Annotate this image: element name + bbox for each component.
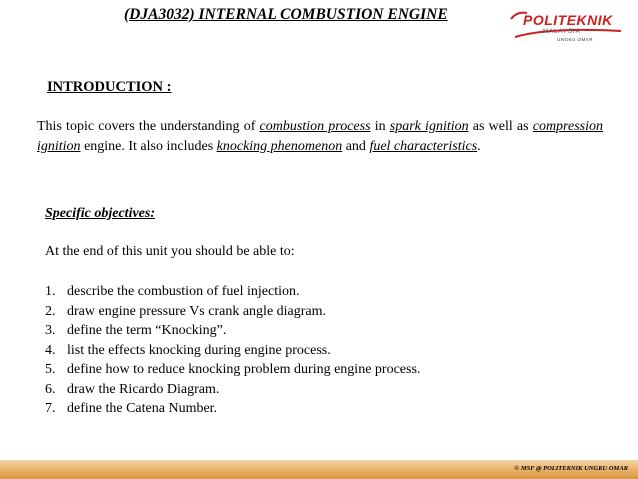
item-text: list the effects knocking during engine process. — [67, 342, 331, 358]
intro-text: in — [370, 119, 390, 134]
introduction-paragraph — [37, 117, 603, 157]
intro-text: . — [477, 139, 481, 154]
list-item — [45, 284, 420, 304]
logo-subtitle: MALAYSIA — [543, 29, 581, 35]
item-number: 5. — [45, 362, 56, 377]
item-text: draw engine pressure Vs crank angle diagram. — [67, 303, 327, 319]
term-combustion-process: combustion process — [259, 119, 371, 134]
term-knocking-phenomenon: knocking phenomenon — [216, 139, 343, 154]
item-text: define the term “Knocking”. — [67, 323, 227, 338]
logo-word: POLITEKNIK — [523, 12, 613, 28]
item-number: 3. — [45, 323, 56, 338]
objectives-intro: At the end of this unit you should be able to: — [45, 244, 295, 259]
objectives-heading: Specific objectives: — [45, 206, 156, 221]
intro-text: and — [342, 139, 370, 154]
copyright-text: © MSF @ POLITEKNIK UNGKU OMAR — [514, 465, 628, 472]
item-number: 2. — [45, 303, 56, 319]
list-item — [45, 362, 420, 382]
item-number: 7. — [45, 401, 56, 416]
footer-bar — [0, 460, 638, 479]
intro-text: This topic covers the understanding of — [37, 119, 260, 134]
item-text: define how to reduce knocking problem during engine process. — [67, 362, 421, 377]
list-item — [45, 401, 420, 421]
item-text: draw the Ricardo Diagram. — [67, 381, 220, 397]
list-item — [45, 323, 420, 343]
list-item — [45, 304, 420, 324]
term-spark-ignition: spark ignition — [389, 119, 469, 134]
logo-subtitle-2: UNGKU OMAR — [557, 37, 594, 42]
intro-text: as well as — [468, 119, 533, 134]
item-number: 4. — [45, 342, 56, 358]
item-number: 6. — [45, 381, 56, 397]
item-text: define the Catena Number. — [67, 401, 218, 416]
introduction-heading: INTRODUCTION : — [47, 79, 172, 95]
intro-text: engine. It also includes — [80, 139, 217, 154]
term-compression-ignition: compression ignition — [37, 119, 603, 154]
item-number: 1. — [45, 284, 56, 299]
objectives-list — [45, 284, 420, 421]
politeknik-logo — [509, 7, 629, 47]
list-item — [45, 343, 420, 363]
item-text: describe the combustion of fuel injection. — [67, 284, 300, 299]
list-item — [45, 382, 420, 402]
document-title: (DJA3032) INTERNAL COMBUSTION ENGINE — [124, 6, 448, 23]
term-fuel-characteristics: fuel characteristics — [369, 139, 478, 154]
